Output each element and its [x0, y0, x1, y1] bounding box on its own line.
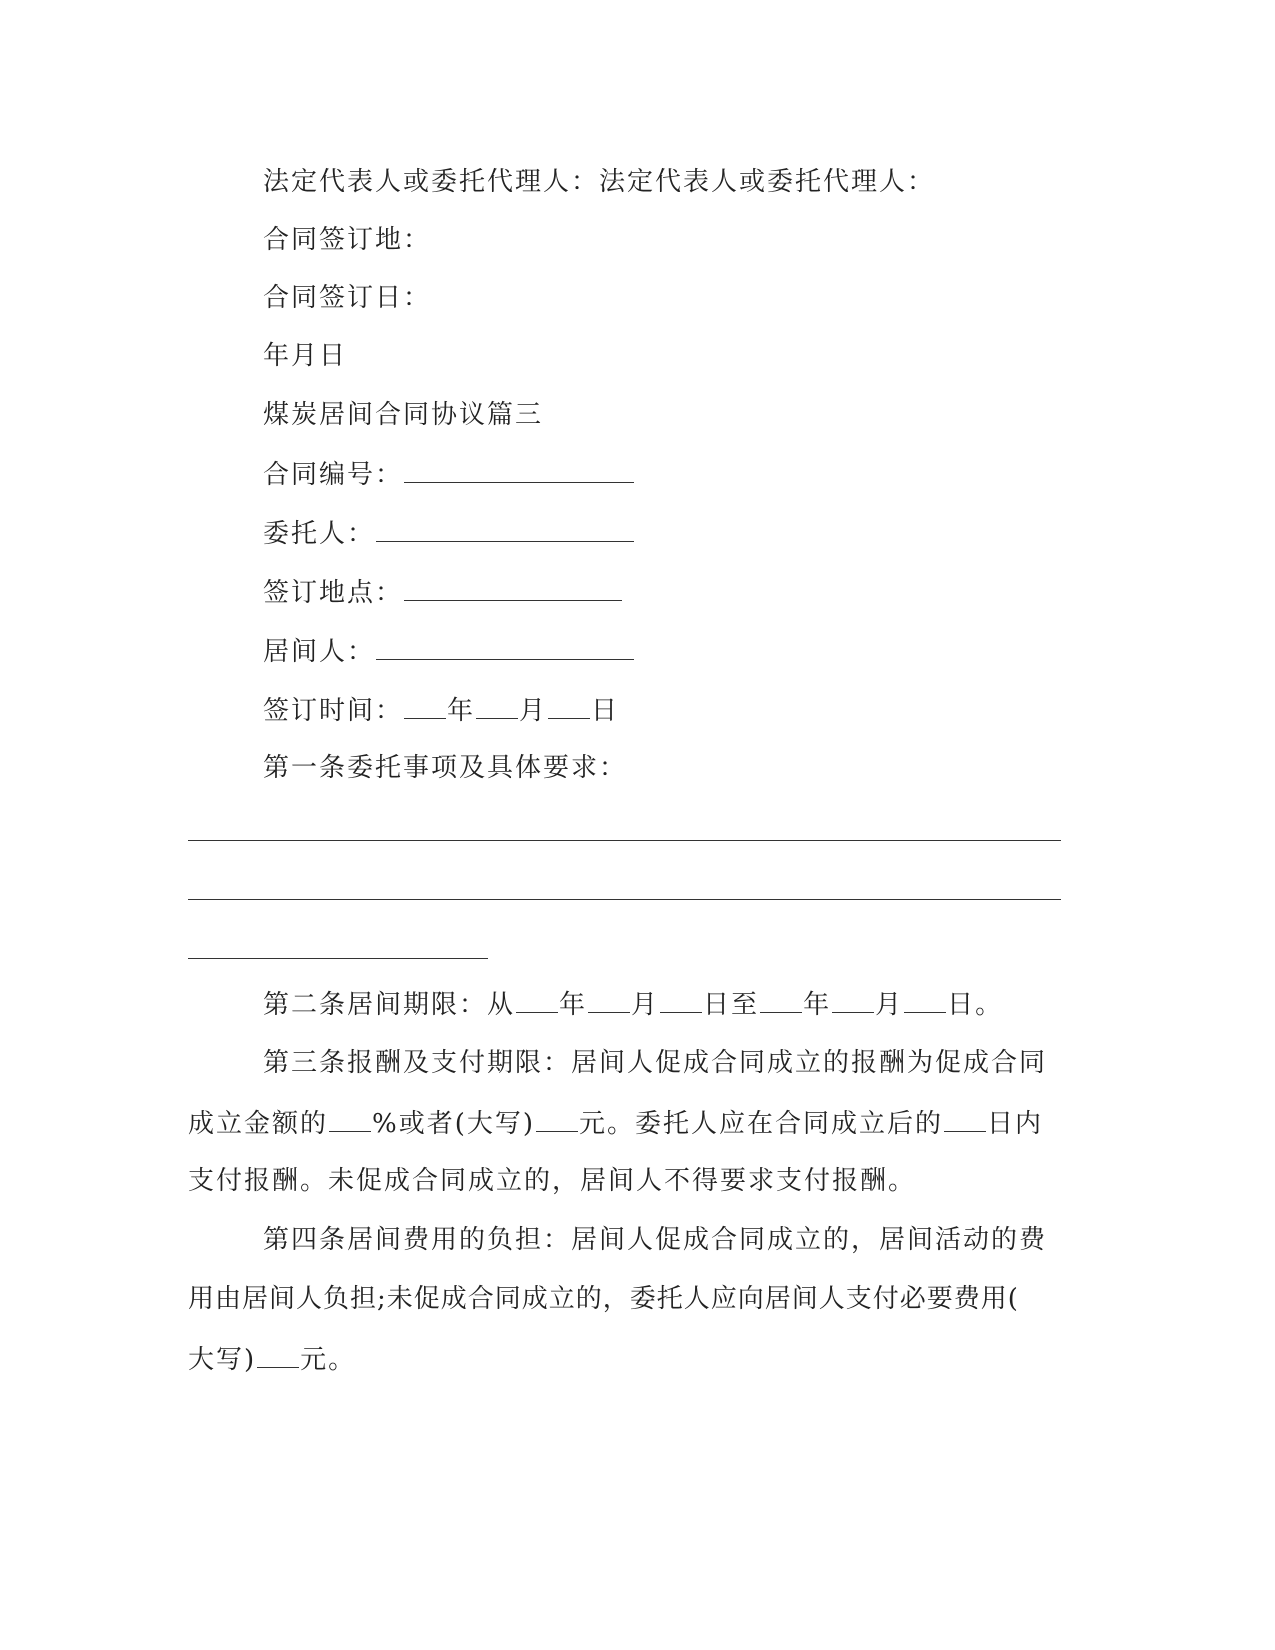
a3-amount-label: 成立金额的: [188, 1109, 329, 1139]
article-4-line-3: [188, 1341, 356, 1377]
a2-month-blank: [588, 986, 630, 1013]
location-blank: [404, 574, 622, 601]
a2-day2-blank: [904, 986, 946, 1013]
sign-date-line: 合同签订日：: [263, 283, 432, 313]
day-blank: [548, 692, 590, 719]
month-blank: [476, 692, 518, 719]
a3-yuan-blank: [536, 1105, 578, 1132]
location-label: 签订地点：: [263, 578, 404, 608]
section-title: 煤炭居间合同协议篇三: [263, 400, 544, 430]
article-1: 第一条委托事项及具体要求：: [263, 753, 628, 783]
a4-yuan-blank: [257, 1341, 299, 1368]
sign-place-line: 合同签订地：: [263, 225, 432, 255]
broker-field: [263, 633, 635, 669]
a2-month-label: 月: [631, 990, 660, 1020]
a2-month2-blank: [832, 986, 874, 1013]
article-2: [263, 986, 1003, 1022]
client-field: [263, 515, 635, 551]
day-label: 日: [591, 696, 620, 726]
a3-percent-label: %或者(大写): [372, 1109, 536, 1139]
a2-day-to-label: 日至: [703, 990, 760, 1020]
client-label: 委托人：: [263, 519, 376, 549]
a2-year2-blank: [760, 986, 802, 1013]
year-blank: [404, 692, 446, 719]
article-4-line-2: 用由居间人负担;未促成合同成立的，委托人应向居间人支付必要费用(: [188, 1284, 1019, 1314]
sign-time-label: 签订时间：: [263, 696, 404, 726]
broker-label: 居间人：: [263, 637, 376, 667]
fill-rule-2: [188, 899, 1061, 900]
a2-day-blank: [660, 986, 702, 1013]
a3-within-label: 日内: [987, 1109, 1044, 1139]
article-2-prefix: 第二条居间期限：从: [263, 990, 516, 1020]
a2-year-blank: [516, 986, 558, 1013]
client-blank: [376, 515, 634, 542]
month-label: 月: [519, 696, 548, 726]
fill-rule-1: [188, 840, 1061, 841]
contract-no-label: 合同编号：: [263, 460, 404, 490]
a3-days-blank: [944, 1105, 986, 1132]
ymd-line: 年月日: [263, 341, 348, 371]
a2-year-label: 年: [559, 990, 588, 1020]
a4-capital-label: 大写): [188, 1345, 257, 1375]
contract-no-field: [263, 456, 635, 492]
legal-rep-line: 法定代表人或委托代理人：法定代表人或委托代理人：: [263, 167, 936, 197]
a2-year2-label: 年: [803, 990, 832, 1020]
article-3-line-2: [188, 1105, 1043, 1141]
contract-no-blank: [404, 456, 634, 483]
broker-blank: [376, 633, 634, 660]
a4-yuan-label: 元。: [300, 1345, 357, 1375]
a3-percent-blank: [329, 1105, 371, 1132]
article-4-line-1: 第四条居间费用的负担：居间人促成合同成立的，居间活动的费: [263, 1225, 1048, 1255]
year-label: 年: [447, 696, 476, 726]
a2-end-label: 日。: [947, 990, 1004, 1020]
location-field: [263, 574, 623, 610]
sign-time-field: [263, 692, 619, 728]
a2-month2-label: 月: [875, 990, 904, 1020]
article-3-line-1: 第三条报酬及支付期限：居间人促成合同成立的报酬为促成合同: [263, 1048, 1048, 1078]
article-3-line-3: 支付报酬。未促成合同成立的，居间人不得要求支付报酬。: [188, 1166, 917, 1196]
fill-rule-3: [188, 958, 488, 959]
a3-days-label: 元。委托人应在合同成立后的: [579, 1109, 944, 1139]
